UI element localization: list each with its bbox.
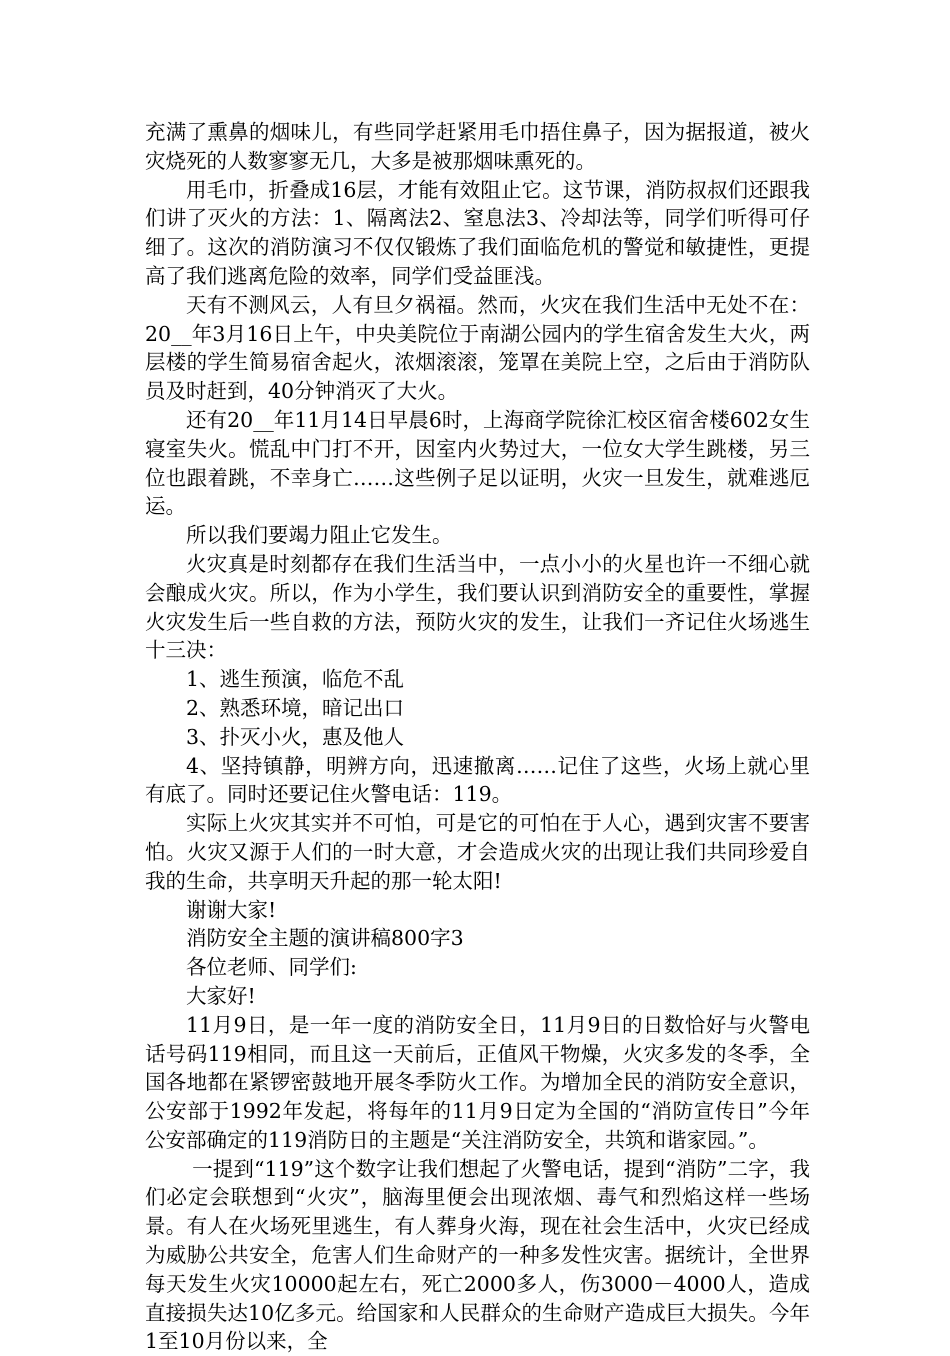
salutation: 各位老师、同学们: xyxy=(186,955,357,980)
paragraph-5: 所以我们要竭力阻止它发生。 xyxy=(186,523,453,548)
paragraph-2: 用毛巾，折叠成16层，才能有效阻止它。这节课，消防叔叔们还跟我们讲了灭火的方法：1、隔离法2、窒息法3、冷却法等，同学们听得可仔细了。这次的消防演习不仅仅锻炼了我们面临危机的警觉和敏捷性，更提高了我们逃离危险的效率，同学们受益匪浅。 xyxy=(145,177,810,288)
paragraph-8: 11月9日，是一年一度的消防安全日，11月9日的日数恰好与火警电话号码119相同，而且这一天前后，正值风干物燥，火灾多发的冬季，全国各地都在紧锣密鼓地开展冬季防火工作。为增加全民的消防安全意识，公安部于1992年发起，将每年的11月9日定为全国的“消防宣传日”今年公安部确定的119消防日的主题是“关注消防安全，共筑和谐家园。”。 xyxy=(145,1012,810,1152)
paragraph-9: 一提到“119”这个数字让我们想起了火警电话，提到“消防”二字，我们必定会联想到“火灾”，脑海里便会出现浓烟、毒气和烈焰这样一些场景。有人在火场死里逃生，有人葬身火海，现在社会生活中，火灾已经成为威胁公共安全，危害人们生命财产的一种多发性灾害。据统计，全世界每天发生火灾10000起左右，死亡2000多人，伤3000－4000人，造成直接损失达10亿多元。给国家和人民群众的生命财产造成巨大损失。今年1至10月份以来，全 xyxy=(145,1156,810,1354)
document-page xyxy=(145,118,810,1356)
list-item-2: 2、熟悉环境，暗记出口 xyxy=(186,695,405,720)
thanks-line: 谢谢大家! xyxy=(186,897,277,922)
list-item-3: 3、扑灭小火，惠及他人 xyxy=(186,724,405,749)
paragraph-1: 充满了熏鼻的烟味儿，有些同学赶紧用毛巾捂住鼻子，因为据报道，被火灾烧死的人数寥寥无几，大多是被那烟味熏死的。 xyxy=(145,120,810,173)
paragraph-7: 实际上火灾其实并不可怕，可是它的可怕在于人心，遇到灾害不要害怕。火灾又源于人们的一时大意，才会造成火灾的出现让我们共同珍爱自我的生命，共享明天升起的那一轮太阳! xyxy=(145,811,810,893)
paragraph-6: 火灾真是时刻都存在我们生活当中，一点小小的火星也许一不细心就会酿成火灾。所以，作为小学生，我们要认识到消防安全的重要性，掌握火灾发生后一些自救的方法，预防火灾的发生，让我们一齐记住火场逃生十三决： xyxy=(145,551,810,663)
section-title: 消防安全主题的演讲稿800字3 xyxy=(186,926,464,951)
list-item-1: 1、逃生预演，临危不乱 xyxy=(186,667,405,692)
list-item-4: 4、坚持镇静，明辨方向，迅速撤离……记住了这些，火场上就心里有底了。同时还要记住火警电话：119。 xyxy=(145,753,810,807)
greeting: 大家好! xyxy=(186,983,256,1008)
paragraph-4: 还有20__年11月14日早晨6时，上海商学院徐汇校区宿舍楼602女生寝室失火。慌乱中门打不开，因室内火势过大，一位女大学生跳楼，另三位也跟着跳，不幸身亡……这些例子足以证明，火灾一旦发生，就难逃厄运。 xyxy=(145,407,810,519)
paragraph-3: 天有不测风云，人有旦夕祸福。然而，火灾在我们生活中无处不在：20__年3月16日上午，中央美院位于南湖公园内的学生宿舍发生大火，两层楼的学生简易宿舍起火，浓烟滚滚，笼罩在美院上空，之后由于消防队员及时赶到，40分钟消灭了大火。 xyxy=(145,292,810,404)
